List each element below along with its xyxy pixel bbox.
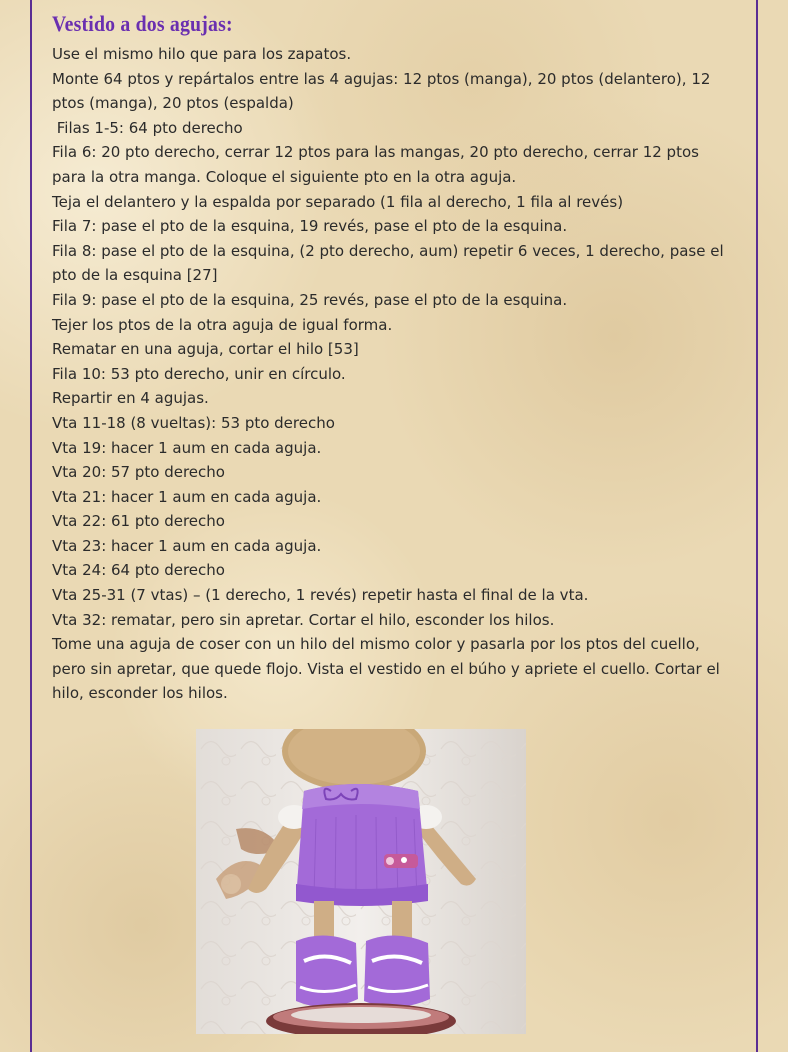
instruction-line: Teja el delantero y la espalda por separado (1 fila al derecho, 1 fila al revés) [52,192,624,211]
instruction-line: Monte 64 ptos y repártalos entre las 4 agujas: 12 ptos (manga), 20 ptos (delantero), 12 [52,69,711,88]
instruction-line: Fila 8: pase el pto de la esquina, (2 pto derecho, aum) repetir 6 veces, 1 derecho, pase el [52,241,724,260]
instruction-line: Vta 19: hacer 1 aum en cada aguja. [52,438,322,457]
page-border-right [756,0,758,1052]
pattern-instructions [52,42,742,706]
right-shoe [364,935,430,1007]
instruction-line: Use el mismo hilo que para los zapatos. [52,45,352,63]
instruction-line: Repartir en 4 agujas. [52,389,209,408]
instruction-line: Filas 1-5: 64 pto derecho [52,118,243,137]
instruction-line: pero sin apretar, que quede flojo. Vista el vestido en el búho y apriete el cuello. Cortar el [52,659,720,678]
instruction-line: Fila 6: 20 pto derecho, cerrar 12 ptos para las mangas, 20 pto derecho, cerrar 12 ptos [52,143,699,162]
instruction-line: Tome una aguja de coser con un hilo del mismo color y pasarla por los ptos del cuello, [52,635,700,654]
left-shoe [296,935,358,1007]
instruction-line: Vta 24: 64 pto derecho [52,561,225,580]
instruction-line: Vta 32: rematar, pero sin apretar. Cortar el hilo, esconder los hilos. [52,610,555,629]
instruction-line: Vta 22: 61 pto derecho [52,512,225,531]
instruction-line: Vta 23: hacer 1 aum en cada aguja. [52,536,322,555]
instruction-line: Vta 21: hacer 1 aum en cada aguja. [52,487,322,506]
instruction-line: para la otra manga. Coloque el siguiente pto en la otra aguja. [52,167,517,186]
instruction-line: Tejer los ptos de la otra aguja de igual forma. [52,315,393,334]
instruction-line: Rematar en una aguja, cortar el hilo [53] [52,340,359,359]
document-body [52,8,742,706]
instruction-line: Fila 10: 53 pto derecho, unir en círculo. [52,364,346,383]
instruction-line: hilo, esconder los hilos. [52,684,228,703]
instruction-line: ptos (manga), 20 ptos (espalda) [52,94,294,113]
page-border-left [30,0,32,1052]
brooch [384,854,418,868]
doll-photo [196,729,526,1034]
instruction-line: pto de la esquina [27] [52,266,218,285]
instruction-line: Vta 11-18 (8 vueltas): 53 pto derecho [52,413,335,432]
instruction-line: Vta 25-31 (7 vtas) – (1 derecho, 1 revés) repetir hasta el final de la vta. [52,586,589,605]
instruction-line: Fila 9: pase el pto de la esquina, 25 revés, pase el pto de la esquina. [52,290,568,309]
section-title: Vestido a dos agujas: [52,11,233,36]
instruction-line: Vta 20: 57 pto derecho [52,463,225,482]
instruction-line: Fila 7: pase el pto de la esquina, 19 revés, pase el pto de la esquina. [52,217,568,236]
